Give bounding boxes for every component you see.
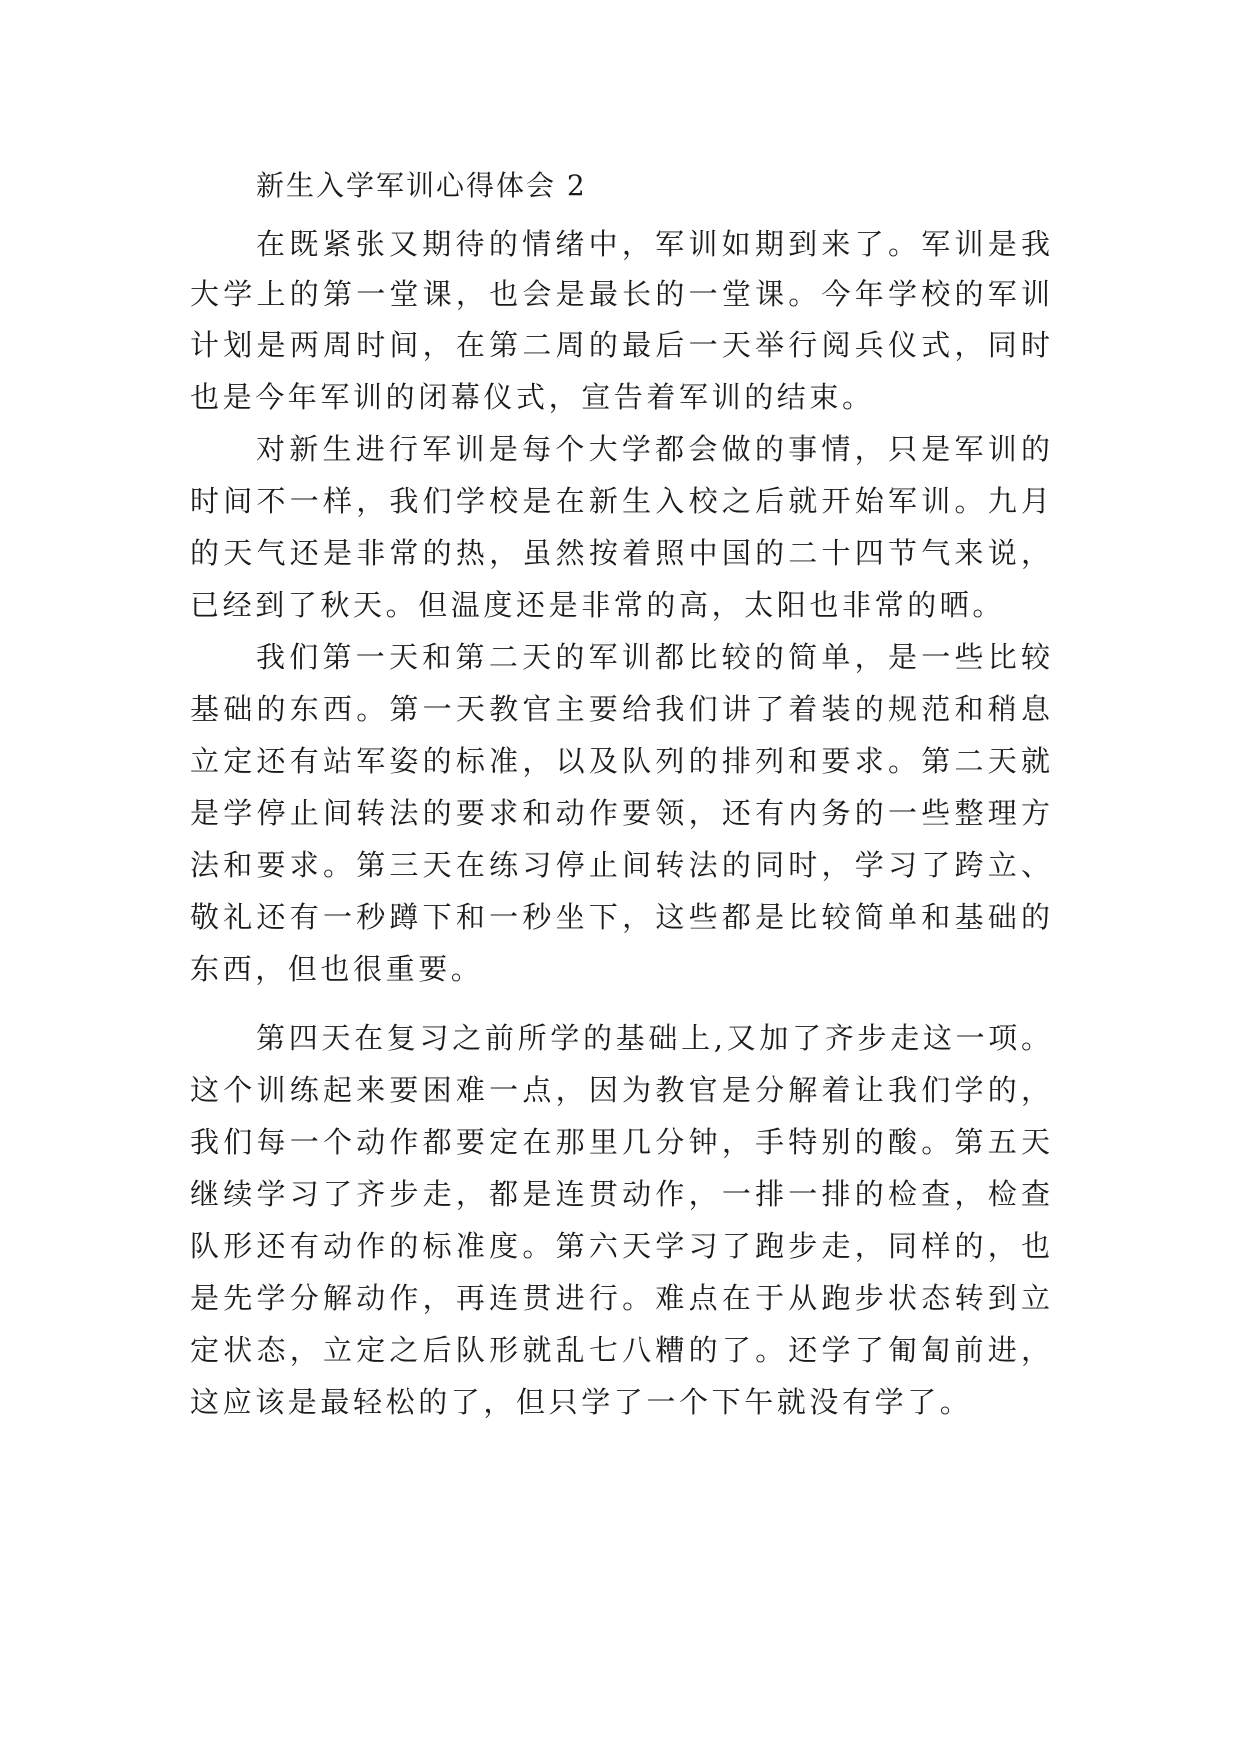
text-line: 东西，但也很重要。: [190, 952, 484, 986]
text-line: 我们每一个动作都要定在那里几分钟，手特别的酸。第五天: [190, 1125, 1050, 1159]
text-line: 敬礼还有一秒蹲下和一秒坐下，这些都是比较简单和基础的: [190, 900, 1050, 934]
text-line: 定状态，立定之后队形就乱七八糟的了。还学了匍匐前进，: [190, 1333, 1050, 1367]
text-line: 队形还有动作的标准度。第六天学习了跑步走，同样的，也: [190, 1229, 1050, 1263]
text-line: 是学停止间转法的要求和动作要领，还有内务的一些整理方: [190, 796, 1050, 830]
text-line: 立定还有站军姿的标准，以及队列的排列和要求。第二天就: [190, 744, 1050, 778]
text-line: 第四天在复习之前所学的基础上,又加了齐步走这一项。: [256, 1021, 1050, 1055]
text-line: 的天气还是非常的热，虽然按着照中国的二十四节气来说，: [190, 536, 1050, 570]
text-line: 在既紧张又期待的情绪中，军训如期到来了。军训是我: [256, 227, 1050, 261]
text-line: 也是今年军训的闭幕仪式，宣告着军训的结束。: [190, 380, 875, 414]
text-line: 计划是两周时间，在第二周的最后一天举行阅兵仪式，同时: [190, 328, 1050, 362]
text-line: 大学上的第一堂课，也会是最长的一堂课。今年学校的军训: [190, 277, 1050, 311]
text-line: 法和要求。第三天在练习停止间转法的同时，学习了跨立、: [190, 848, 1050, 882]
text-line: 这个训练起来要困难一点，因为教官是分解着让我们学的，: [190, 1073, 1050, 1107]
text-line: 我们第一天和第二天的军训都比较的简单，是一些比较: [256, 640, 1050, 674]
text-line: 继续学习了齐步走，都是连贯动作，一排一排的检查，检查: [190, 1177, 1050, 1211]
text-line: 对新生进行军训是每个大学都会做的事情，只是军训的: [256, 432, 1050, 466]
document-title: 新生入学军训心得体会 2: [256, 169, 587, 202]
text-line: 已经到了秋天。但温度还是非常的高，太阳也非常的晒。: [190, 588, 1006, 622]
text-line: 时间不一样，我们学校是在新生入校之后就开始军训。九月: [190, 484, 1050, 518]
text-line: 是先学分解动作，再连贯进行。难点在于从跑步状态转到立: [190, 1281, 1050, 1315]
text-line: 基础的东西。第一天教官主要给我们讲了着装的规范和稍息: [190, 692, 1050, 726]
text-line: 这应该是最轻松的了，但只学了一个下午就没有学了。: [190, 1385, 973, 1419]
